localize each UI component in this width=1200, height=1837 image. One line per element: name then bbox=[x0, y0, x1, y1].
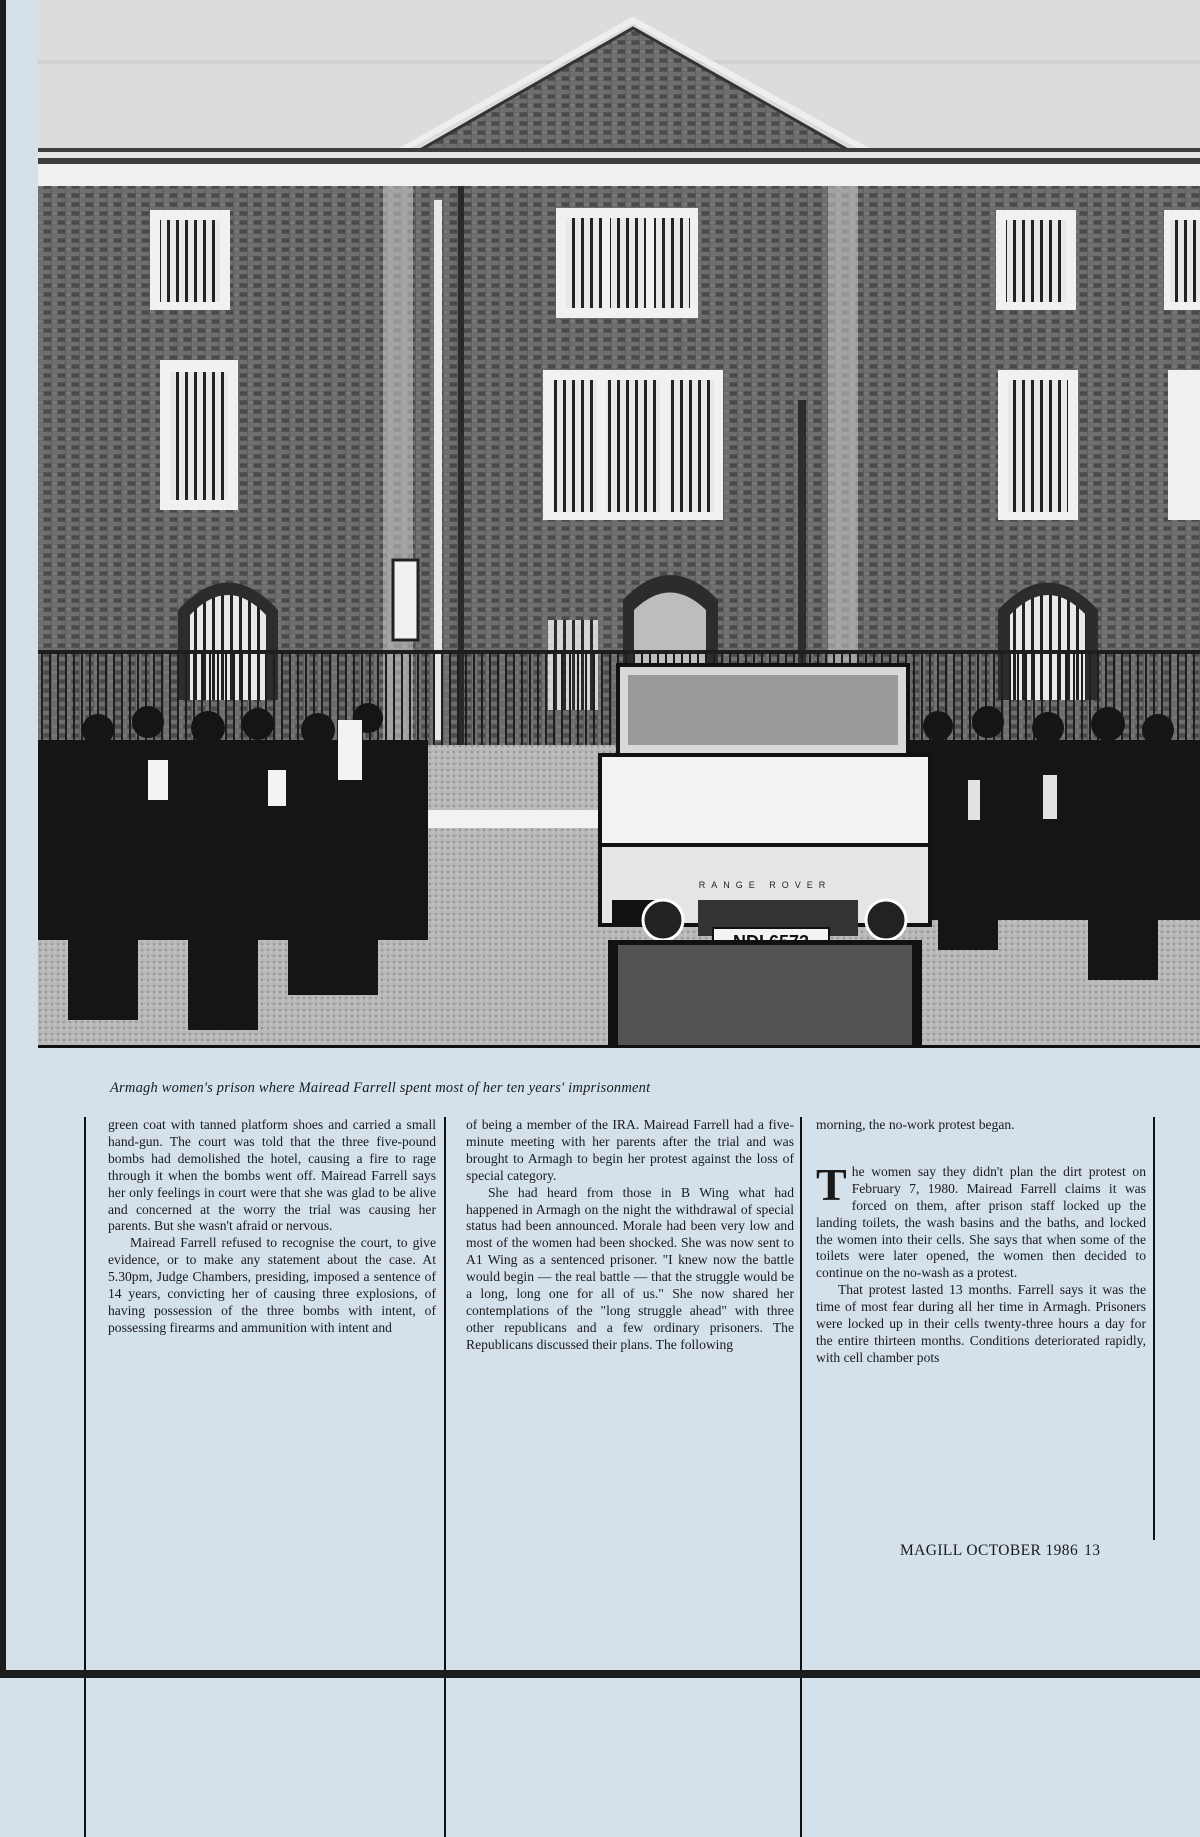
paragraph: That protest lasted 13 months. Farrell says it was the time of most fear during all her time in Armagh. Prisoners were locked up in their cells twenty-three hours a day for the entire thirteen months. Conditions deteriorated rapidly, with cell chamber pots bbox=[816, 1282, 1146, 1365]
paragraph: of being a member of the IRA. Mairead Farrell had a five-minute meeting with her parents after the trial and was brought to Armagh to begin her protest against the loss of special category. bbox=[466, 1117, 794, 1183]
column-rule-far-right bbox=[1153, 1117, 1155, 1540]
paragraph: Mairead Farrell refused to recognise the court, to give evidence, or to make any statement about the case. At 5.30pm, Judge Chambers, presiding, imposed a sentence of 14 years, convicting her of causing three explosions, of having possession of the three bombs with intent, of possessing firearms and ammunition with intent and bbox=[108, 1235, 436, 1335]
vehicle-badge: RANGE ROVER bbox=[698, 880, 832, 890]
photo-caption: Armagh women's prison where Mairead Farrell spent most of her ten years' imprisonment bbox=[110, 1080, 651, 1096]
column-rule-right bbox=[800, 1117, 802, 1837]
scan-edge-left bbox=[0, 0, 6, 1678]
prison-photo bbox=[38, 0, 1200, 1048]
page-footer bbox=[900, 1542, 1140, 1560]
scan-edge-bottom bbox=[0, 1670, 1200, 1678]
range-rover bbox=[600, 665, 930, 1045]
article-column-2 bbox=[466, 1117, 794, 1354]
dropcap-paragraph-text: he women say they didn't plan the dirt protest on February 7, 1980. Mairead Farrell claims it was forced on them, after prison staff locked up the landing toilets, the wash basins and the baths, and locked the women into their cells. She says that when some of the toilets were later opened, the women then decided to continue on the no-wash as a protest. bbox=[816, 1163, 1146, 1281]
column-rule-middle bbox=[444, 1117, 446, 1837]
page-number: 13 bbox=[1084, 1542, 1101, 1559]
column-rule-left bbox=[84, 1117, 86, 1837]
article-column-3 bbox=[816, 1117, 1146, 1367]
paragraph: green coat with tanned platform shoes and carried a small hand-gun. The court was told that the three five-pound bombs had demolished the hotel, causing a fire to rage through it when the bombs went off. Mairead Farrell says her only feelings in court were that she was glad to be alive and concerned at the worry the trial was causing her parents. But she wasn't afraid or nervous. bbox=[108, 1117, 436, 1234]
publication-line: MAGILL OCTOBER 1986 bbox=[900, 1542, 1079, 1559]
article-column-1 bbox=[108, 1117, 436, 1337]
drop-cap: T bbox=[816, 1158, 847, 1210]
paragraph: morning, the no-work protest began. bbox=[816, 1117, 1015, 1132]
dropcap-paragraph bbox=[816, 1158, 1146, 1282]
paragraph: She had heard from those in B Wing what had happened in Armagh on the night the withdrawal of special status had been announced. Morale had been very low and most of the women had been shocked. She was now sent to A1 Wing as a sentenced prisoner. "I knew now the battle would begin — the real battle — that the struggle would be a long, long one for all of us." She now shared her contemplations of the "long struggle ahead" with three other republicans and a few ordinary prisoners. The Republicans discussed their plans. The following bbox=[466, 1184, 794, 1352]
